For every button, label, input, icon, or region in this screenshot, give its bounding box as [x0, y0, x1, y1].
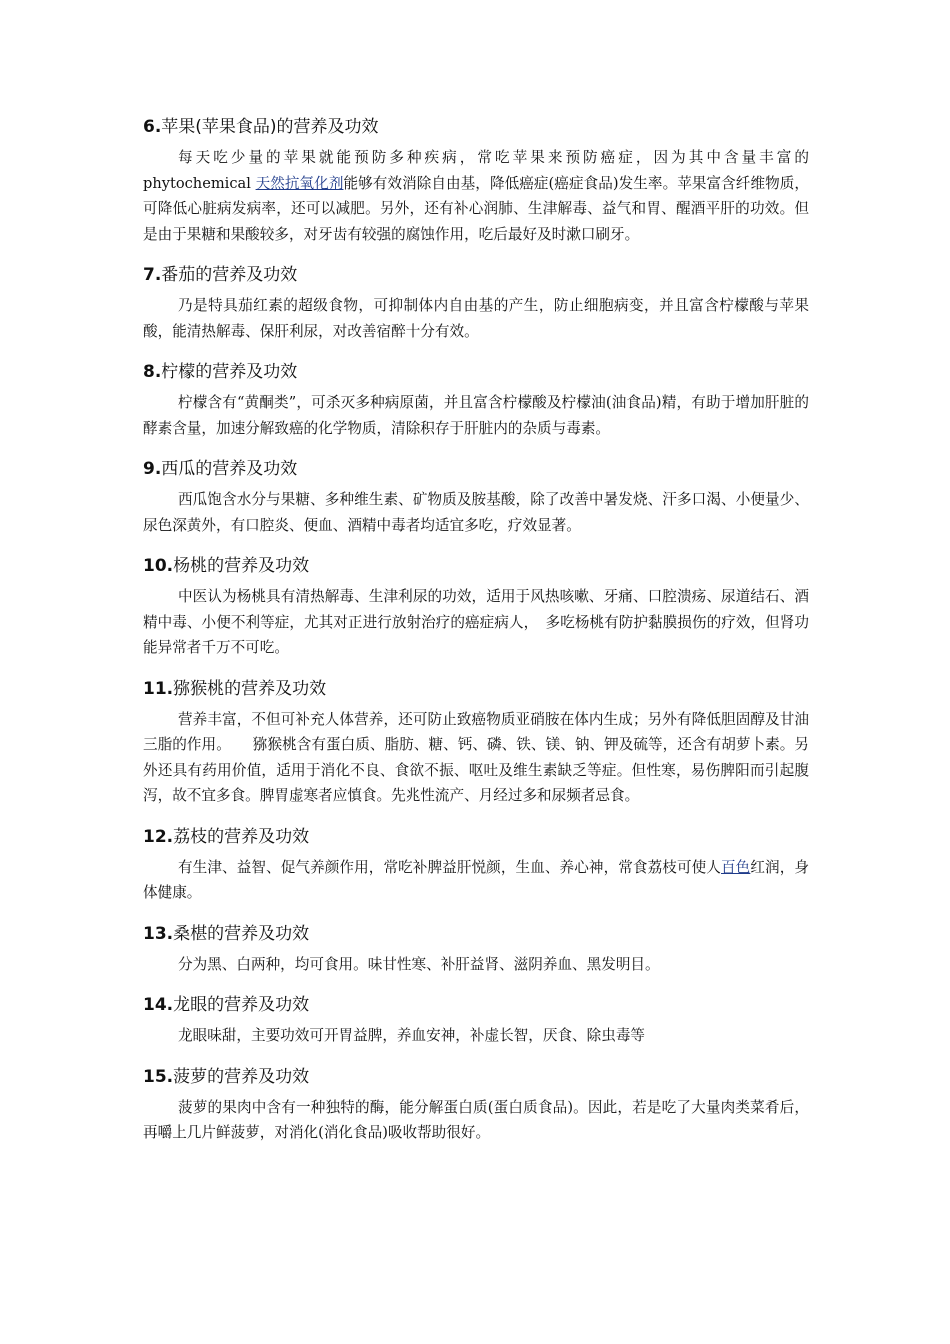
section-mulberry	[143, 921, 809, 978]
section-title: 猕猴桃的营养及功效	[173, 678, 327, 699]
section-heading	[143, 1064, 809, 1090]
section-apple	[143, 114, 809, 247]
section-number: 9.	[143, 459, 162, 479]
section-heading	[143, 114, 809, 140]
antioxidant-link[interactable]: 天然抗氧化剂	[255, 174, 344, 192]
section-paragraph: 乃是特具茄红素的超级食物，可抑制体内自由基的产生，防止细胞病变，并且富含柠檬酸与苹果酸，能清热解毒、保肝利尿，对改善宿醉十分有效。	[143, 297, 809, 340]
section-title: 桑椹的营养及功效	[173, 923, 310, 944]
section-pineapple	[143, 1064, 809, 1146]
section-number: 14.	[143, 995, 174, 1015]
section-paragraph: 菠萝的果肉中含有一种独特的酶，能分解蛋白质(蛋白质食品)。因此，若是吃了大量肉类菜肴后，再嚼上几片鲜菠萝，对消化(消化食品)吸收帮助很好。	[143, 1098, 809, 1141]
section-title: 苹果(苹果食品)的营养及功效	[161, 117, 379, 137]
section-kiwi	[143, 676, 809, 809]
section-number: 6.	[143, 117, 162, 137]
section-paragraph: 龙眼味甜，主要功效可开胃益脾，养血安神，补虚长智，厌食、除虫毒等	[178, 1027, 646, 1044]
section-paragraph: 柠檬含有“黄酮类”，可杀灭多种病原菌，并且富含柠檬酸及柠檬油(油食品)精，有助于增加肝脏的酵素含量，加速分解致癌的化学物质，清除积存于肝脏内的杂质与毒素。	[143, 394, 809, 437]
section-heading	[143, 553, 809, 579]
section-number: 7.	[143, 265, 162, 285]
section-paragraph: 西瓜饱含水分与果糖、多种维生素、矿物质及胺基酸，除了改善中暑发烧、汗多口渴、小便量少、尿色深黄外，有口腔炎、便血、酒精中毒者均适宜多吃，疗效显著。	[143, 491, 809, 534]
section-number: 8.	[143, 362, 162, 382]
section-heading	[143, 359, 809, 385]
section-paragraph: 分为黑、白两种，均可食用。味甘性寒、补肝益肾、滋阴养血、黑发明目。	[178, 955, 660, 973]
baise-link[interactable]: 百色	[721, 858, 751, 876]
section-title: 番茄的营养及功效	[161, 265, 298, 285]
section-paragraph: 中医认为杨桃具有清热解毒、生津利尿的功效，适用于风热咳嗽、牙痛、口腔溃疡、尿道结石、酒精中毒、小便不利等症，尤其对正进行放射治疗的癌症病人， 多吃杨桃有防护黏膜损伤的疗效，但肾功能异常者千万不可吃。	[143, 588, 809, 656]
section-heading	[143, 262, 809, 288]
section-tomato	[143, 262, 809, 344]
paragraph-text: 能够有效消除自由基，降低癌症(癌症食品)发生率。苹果富含纤维物质，可降低心脏病发病率，还可以减肥。另外，还有补心润肺、生津解毒、益气和胃、醒酒平肝的功效。但是由于果糖和果酸较多，对牙齿有较强的腐蚀作用，吃后最好及时漱口刷牙。	[143, 174, 809, 243]
section-heading	[143, 824, 809, 850]
section-watermelon	[143, 456, 809, 538]
section-title: 杨桃的营养及功效	[173, 556, 310, 576]
paragraph-text: 红润，身体健康。	[143, 858, 809, 901]
section-paragraph	[143, 855, 809, 906]
section-heading	[143, 676, 809, 702]
section-title: 龙眼的营养及功效	[173, 995, 310, 1015]
section-lemon	[143, 359, 809, 441]
section-number: 11.	[143, 678, 174, 699]
section-heading	[143, 921, 809, 947]
section-paragraph: 营养丰富，不但可补充人体营养，还可防止致癌物质亚硝胺在体内生成；另外有降低胆固醇及甘油三脂的作用。 猕猴桃含有蛋白质、脂肪、糖、钙、磷、铁、镁、钠、钾及硫等，还含有胡萝卜素。另外还具有药用价值，适用于消化不良、食欲不振、呕吐及维生素缺乏等症。但性寒，易伤脾阳而引起腹泻，故不宜多食。脾胃虚寒者应慎食。先兆性流产、月经过多和尿频者忌食。	[143, 710, 809, 804]
section-title: 西瓜的营养及功效	[161, 459, 298, 479]
section-heading	[143, 992, 809, 1018]
section-number: 15.	[143, 1066, 174, 1087]
paragraph-text: 每天吃少量的苹果就能预防多种疾病，常吃苹果来预防癌症，因为其中含量丰富的phytochemical	[143, 149, 809, 192]
section-longan	[143, 992, 809, 1049]
section-number: 13.	[143, 923, 174, 944]
section-title: 柠檬的营养及功效	[161, 362, 298, 382]
section-number: 10.	[143, 556, 174, 576]
section-paragraph	[143, 145, 809, 247]
section-number: 12.	[143, 826, 174, 847]
section-starfruit	[143, 553, 809, 661]
document-body	[143, 114, 809, 1146]
section-title: 荔枝的营养及功效	[173, 826, 310, 847]
paragraph-text: 有生津、益智、促气养颜作用，常吃补脾益肝悦颜，生血、养心神，常食荔枝可使人	[178, 858, 721, 876]
section-title: 菠萝的营养及功效	[173, 1066, 310, 1087]
section-lychee	[143, 824, 809, 906]
section-heading	[143, 456, 809, 482]
